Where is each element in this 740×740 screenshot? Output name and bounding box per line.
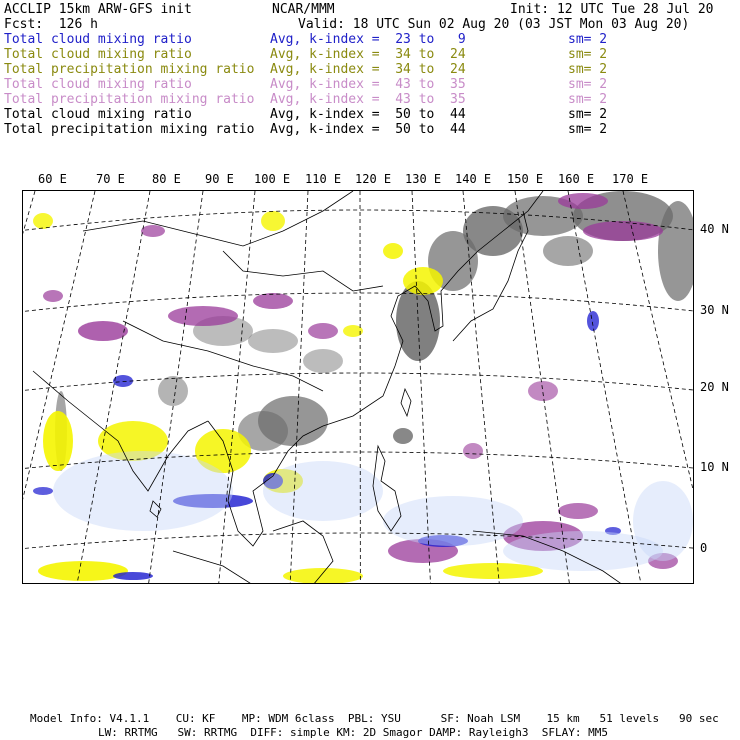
field-smoothing: sm= 2 bbox=[568, 107, 608, 122]
lat-label: 40 N bbox=[700, 222, 729, 236]
field-name: Total cloud mixing ratio bbox=[4, 47, 192, 62]
field-index-range: Avg, k-index = 50 to 44 bbox=[270, 107, 466, 122]
map-canvas bbox=[23, 191, 694, 584]
field-smoothing: sm= 2 bbox=[568, 47, 608, 62]
field-name: Total cloud mixing ratio bbox=[4, 77, 192, 92]
field-smoothing: sm= 2 bbox=[568, 122, 608, 137]
field-index-range: Avg, k-index = 34 to 24 bbox=[270, 62, 466, 77]
org-label: NCAR/MMM bbox=[272, 2, 335, 17]
lon-label: 90 E bbox=[205, 172, 234, 186]
lon-label: 60 E bbox=[38, 172, 67, 186]
lon-label: 70 E bbox=[96, 172, 125, 186]
field-index-range: Avg, k-index = 43 to 35 bbox=[270, 92, 466, 107]
lat-label: 30 N bbox=[700, 303, 729, 317]
forecast-hour: Fcst: 126 h bbox=[4, 17, 98, 32]
model-info-line1: Model Info: V4.1.1 CU: KF MP: WDM 6class PBL: YSU SF: Noah LSM 15 km 51 levels 90 sec bbox=[30, 712, 719, 725]
valid-time: Valid: 18 UTC Sun 02 Aug 20 (03 JST Mon 03 Aug 20) bbox=[298, 17, 690, 32]
field-smoothing: sm= 2 bbox=[568, 62, 608, 77]
lat-label: 10 N bbox=[700, 460, 729, 474]
field-index-range: Avg, k-index = 43 to 35 bbox=[270, 77, 466, 92]
lon-label: 100 E bbox=[254, 172, 291, 186]
lon-label: 170 E bbox=[612, 172, 649, 186]
lon-label: 150 E bbox=[507, 172, 544, 186]
lon-label: 80 E bbox=[152, 172, 181, 186]
lon-label: 160 E bbox=[558, 172, 595, 186]
field-smoothing: sm= 2 bbox=[568, 32, 608, 47]
field-smoothing: sm= 2 bbox=[568, 77, 608, 92]
lon-label: 130 E bbox=[405, 172, 442, 186]
cloud-shading bbox=[33, 191, 694, 584]
forecast-map bbox=[22, 190, 694, 584]
lat-label: 0 bbox=[700, 541, 708, 555]
chart-title: ACCLIP 15km ARW-GFS init bbox=[4, 2, 192, 17]
field-index-range: Avg, k-index = 34 to 24 bbox=[270, 47, 466, 62]
lon-label: 140 E bbox=[455, 172, 492, 186]
lat-label: 20 N bbox=[700, 380, 729, 394]
field-name: Total precipitation mixing ratio bbox=[4, 122, 255, 137]
init-time: Init: 12 UTC Tue 28 Jul 20 bbox=[510, 2, 714, 17]
lon-label: 110 E bbox=[305, 172, 342, 186]
field-smoothing: sm= 2 bbox=[568, 92, 608, 107]
field-index-range: Avg, k-index = 23 to 9 bbox=[270, 32, 466, 47]
field-name: Total cloud mixing ratio bbox=[4, 32, 192, 47]
lon-label: 120 E bbox=[355, 172, 392, 186]
field-name: Total precipitation mixing ratio bbox=[4, 92, 255, 107]
field-name: Total precipitation mixing ratio bbox=[4, 62, 255, 77]
model-info-line2: LW: RRTMG SW: RRTMG DIFF: simple KM: 2D Smagor DAMP: Rayleigh3 SFLAY: MM5 bbox=[98, 726, 608, 739]
field-name: Total cloud mixing ratio bbox=[4, 107, 192, 122]
field-index-range: Avg, k-index = 50 to 44 bbox=[270, 122, 466, 137]
